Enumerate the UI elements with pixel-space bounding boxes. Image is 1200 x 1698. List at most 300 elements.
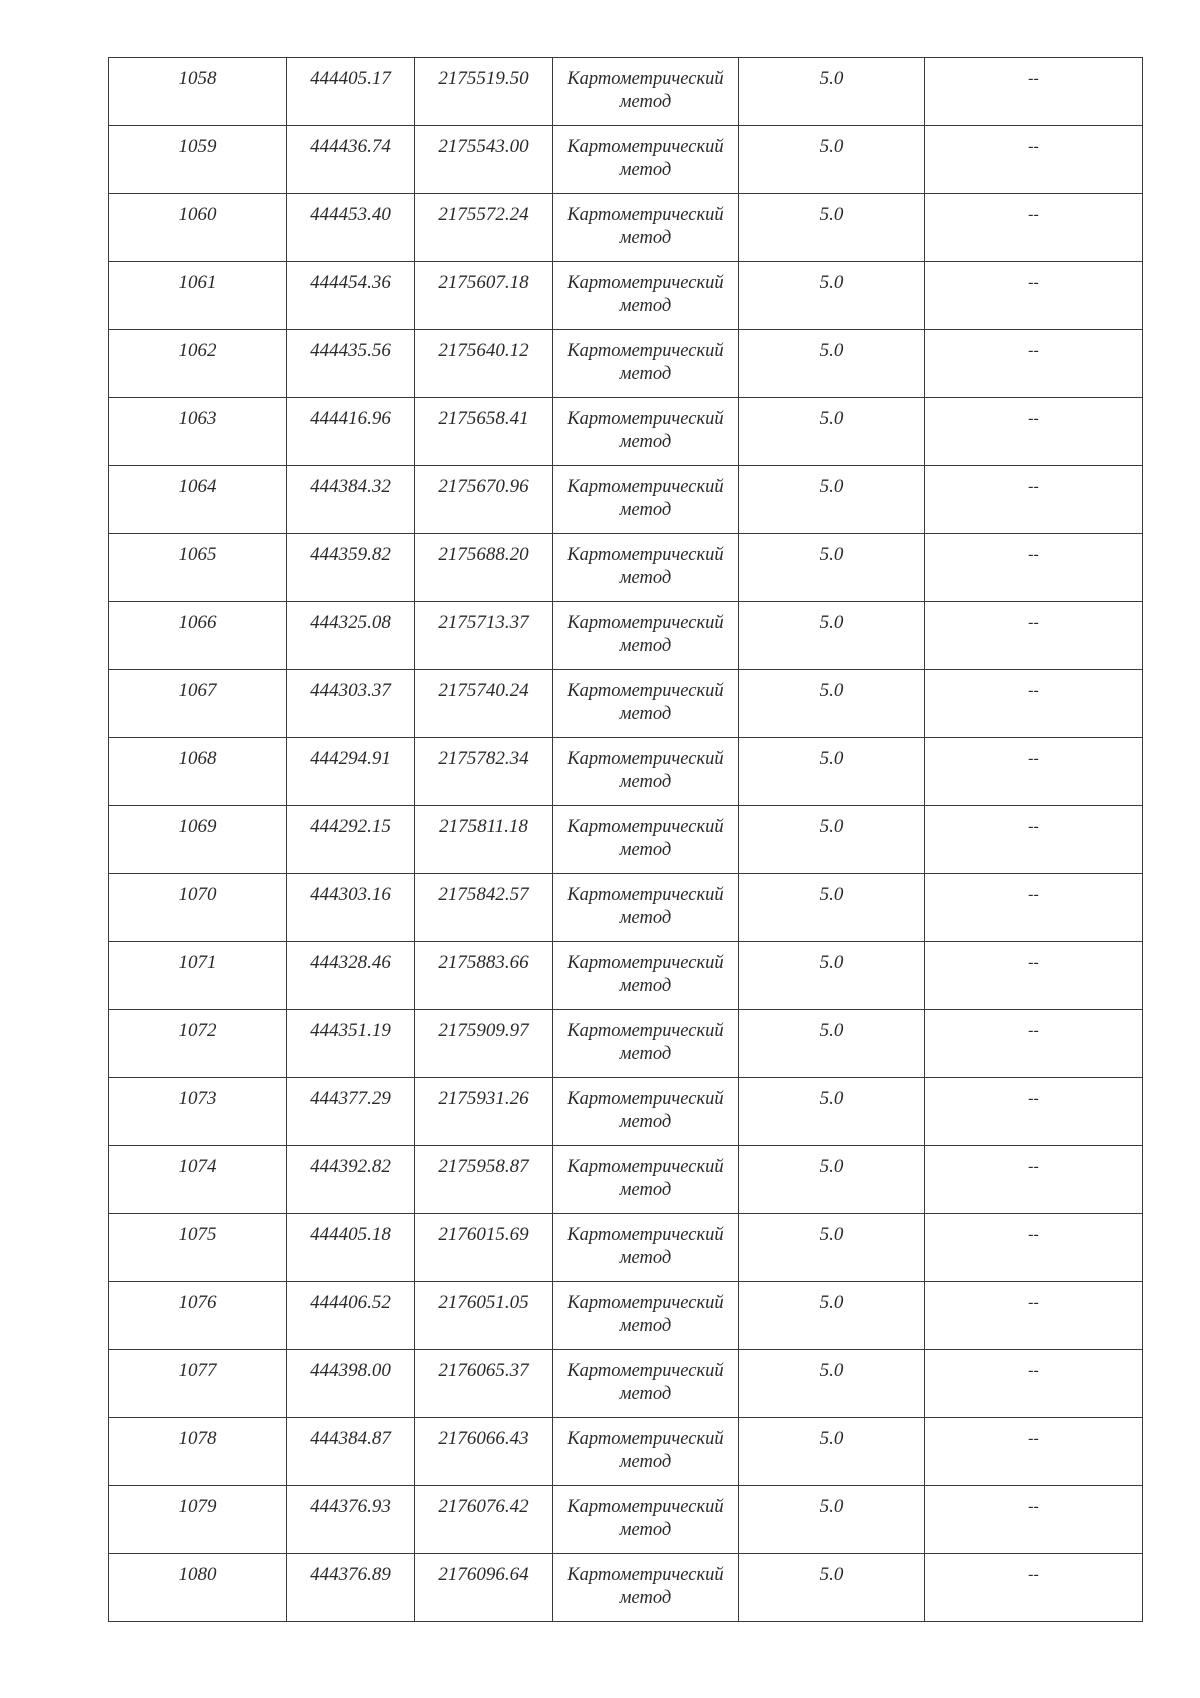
note-value: -- — [1028, 614, 1039, 631]
accuracy-cell — [739, 58, 925, 126]
point-number-cell — [109, 58, 287, 126]
accuracy-cell — [739, 1418, 925, 1486]
accuracy-cell — [739, 398, 925, 466]
accuracy-cell — [739, 466, 925, 534]
method-line-1: Картометрический — [567, 1429, 724, 1449]
note-value: -- — [1028, 138, 1039, 155]
note-value: -- — [1028, 750, 1039, 767]
y-coordinate: 2175958.87 — [438, 1156, 529, 1177]
y-coordinate-cell — [415, 262, 553, 330]
y-coordinate-cell — [415, 126, 553, 194]
note-cell — [925, 1282, 1143, 1350]
point-number-cell — [109, 670, 287, 738]
method-line-2: метод — [619, 908, 672, 928]
accuracy-value: 5.0 — [819, 68, 844, 89]
point-number: 1066 — [178, 612, 217, 633]
accuracy-cell — [739, 806, 925, 874]
note-cell — [925, 534, 1143, 602]
table-row — [109, 126, 1143, 194]
x-coordinate: 444416.96 — [310, 408, 391, 429]
x-coordinate-cell — [287, 1418, 415, 1486]
note-value: -- — [1028, 1294, 1039, 1311]
method-cell — [553, 398, 739, 466]
x-coordinate-cell — [287, 1010, 415, 1078]
method-line-1: Картометрический — [567, 953, 724, 973]
accuracy-cell — [739, 194, 925, 262]
accuracy-value: 5.0 — [819, 340, 844, 361]
method-line-2: метод — [619, 1452, 672, 1472]
note-cell — [925, 874, 1143, 942]
point-number-cell — [109, 1350, 287, 1418]
y-coordinate-cell — [415, 738, 553, 806]
note-value: -- — [1028, 954, 1039, 971]
x-coordinate: 444392.82 — [310, 1156, 391, 1177]
y-coordinate-cell — [415, 602, 553, 670]
point-number-cell — [109, 466, 287, 534]
y-coordinate: 2175658.41 — [438, 408, 529, 429]
method-line-1: Картометрический — [567, 1565, 724, 1585]
point-number: 1065 — [178, 544, 217, 565]
x-coordinate: 444384.32 — [310, 476, 391, 497]
method-line-2: метод — [619, 432, 672, 452]
method-cell — [553, 1010, 739, 1078]
method-cell — [553, 602, 739, 670]
method-line-1: Картометрический — [567, 1089, 724, 1109]
point-number: 1074 — [178, 1156, 217, 1177]
y-coordinate-cell — [415, 466, 553, 534]
x-coordinate-cell — [287, 1146, 415, 1214]
point-number-cell — [109, 1010, 287, 1078]
x-coordinate-cell — [287, 806, 415, 874]
x-coordinate: 444292.15 — [310, 816, 391, 837]
method-line-1: Картометрический — [567, 817, 724, 837]
accuracy-cell — [739, 126, 925, 194]
table-row — [109, 1078, 1143, 1146]
method-line-2: метод — [619, 1112, 672, 1132]
accuracy-value: 5.0 — [819, 408, 844, 429]
y-coordinate: 2175572.24 — [438, 204, 529, 225]
method-line-2: метод — [619, 1248, 672, 1268]
note-cell — [925, 1010, 1143, 1078]
x-coordinate: 444328.46 — [310, 952, 391, 973]
point-number: 1059 — [178, 136, 217, 157]
note-value: -- — [1028, 410, 1039, 427]
y-coordinate-cell — [415, 1214, 553, 1282]
table-row — [109, 1350, 1143, 1418]
method-line-2: метод — [619, 568, 672, 588]
y-coordinate: 2176065.37 — [438, 1360, 529, 1381]
note-cell — [925, 942, 1143, 1010]
x-coordinate-cell — [287, 398, 415, 466]
method-line-1: Картометрический — [567, 341, 724, 361]
point-number: 1076 — [178, 1292, 217, 1313]
note-cell — [925, 670, 1143, 738]
method-line-2: метод — [619, 840, 672, 860]
accuracy-value: 5.0 — [819, 1156, 844, 1177]
accuracy-value: 5.0 — [819, 1020, 844, 1041]
note-value: -- — [1028, 682, 1039, 699]
x-coordinate: 444398.00 — [310, 1360, 391, 1381]
accuracy-cell — [739, 1214, 925, 1282]
method-cell — [553, 738, 739, 806]
point-number: 1060 — [178, 204, 217, 225]
y-coordinate-cell — [415, 1486, 553, 1554]
accuracy-value: 5.0 — [819, 884, 844, 905]
point-number-cell — [109, 398, 287, 466]
note-cell — [925, 1418, 1143, 1486]
accuracy-value: 5.0 — [819, 544, 844, 565]
note-value: -- — [1028, 1566, 1039, 1583]
note-value: -- — [1028, 546, 1039, 563]
point-number-cell — [109, 1214, 287, 1282]
x-coordinate-cell — [287, 466, 415, 534]
x-coordinate: 444405.18 — [310, 1224, 391, 1245]
point-number-cell — [109, 602, 287, 670]
note-cell — [925, 806, 1143, 874]
accuracy-value: 5.0 — [819, 1292, 844, 1313]
method-cell — [553, 262, 739, 330]
accuracy-cell — [739, 534, 925, 602]
method-line-2: метод — [619, 1520, 672, 1540]
x-coordinate-cell — [287, 1214, 415, 1282]
method-cell — [553, 874, 739, 942]
x-coordinate-cell — [287, 738, 415, 806]
method-cell — [553, 1078, 739, 1146]
method-line-2: метод — [619, 1180, 672, 1200]
y-coordinate-cell — [415, 1282, 553, 1350]
method-cell — [553, 670, 739, 738]
method-cell — [553, 534, 739, 602]
method-cell — [553, 1214, 739, 1282]
method-line-1: Картометрический — [567, 69, 724, 89]
method-line-2: метод — [619, 500, 672, 520]
table-row — [109, 602, 1143, 670]
y-coordinate-cell — [415, 874, 553, 942]
x-coordinate: 444376.93 — [310, 1496, 391, 1517]
table-row — [109, 806, 1143, 874]
note-value: -- — [1028, 1090, 1039, 1107]
accuracy-cell — [739, 1078, 925, 1146]
x-coordinate: 444406.52 — [310, 1292, 391, 1313]
method-cell — [553, 1486, 739, 1554]
note-value: -- — [1028, 1158, 1039, 1175]
x-coordinate-cell — [287, 874, 415, 942]
note-value: -- — [1028, 818, 1039, 835]
accuracy-cell — [739, 1486, 925, 1554]
point-number: 1061 — [178, 272, 217, 293]
point-number-cell — [109, 942, 287, 1010]
point-number: 1068 — [178, 748, 217, 769]
method-cell — [553, 1418, 739, 1486]
method-line-1: Картометрический — [567, 1497, 724, 1517]
note-cell — [925, 738, 1143, 806]
y-coordinate-cell — [415, 194, 553, 262]
method-line-2: метод — [619, 296, 672, 316]
y-coordinate-cell — [415, 1350, 553, 1418]
y-coordinate: 2175670.96 — [438, 476, 529, 497]
table-row — [109, 466, 1143, 534]
method-cell — [553, 194, 739, 262]
method-line-2: метод — [619, 772, 672, 792]
x-coordinate: 444384.87 — [310, 1428, 391, 1449]
x-coordinate-cell — [287, 1554, 415, 1622]
y-coordinate-cell — [415, 534, 553, 602]
x-coordinate-cell — [287, 330, 415, 398]
method-line-2: метод — [619, 704, 672, 724]
note-cell — [925, 398, 1143, 466]
point-number: 1073 — [178, 1088, 217, 1109]
point-number-cell — [109, 534, 287, 602]
point-number-cell — [109, 194, 287, 262]
x-coordinate: 444453.40 — [310, 204, 391, 225]
point-number-cell — [109, 874, 287, 942]
method-line-1: Картометрический — [567, 1157, 724, 1177]
table-row — [109, 1010, 1143, 1078]
y-coordinate-cell — [415, 670, 553, 738]
y-coordinate: 2176076.42 — [438, 1496, 529, 1517]
y-coordinate: 2175909.97 — [438, 1020, 529, 1041]
y-coordinate: 2176096.64 — [438, 1564, 529, 1585]
x-coordinate: 444359.82 — [310, 544, 391, 565]
method-cell — [553, 1146, 739, 1214]
y-coordinate: 2175713.37 — [438, 612, 529, 633]
accuracy-cell — [739, 1146, 925, 1214]
x-coordinate-cell — [287, 194, 415, 262]
method-line-2: метод — [619, 976, 672, 996]
point-number: 1069 — [178, 816, 217, 837]
note-cell — [925, 1350, 1143, 1418]
table-row — [109, 1282, 1143, 1350]
accuracy-value: 5.0 — [819, 612, 844, 633]
x-coordinate-cell — [287, 262, 415, 330]
coordinates-table-body — [109, 58, 1143, 1622]
method-line-1: Картометрический — [567, 1021, 724, 1041]
y-coordinate: 2175842.57 — [438, 884, 529, 905]
point-number-cell — [109, 1486, 287, 1554]
note-cell — [925, 602, 1143, 670]
x-coordinate-cell — [287, 1350, 415, 1418]
point-number: 1058 — [178, 68, 217, 89]
y-coordinate: 2175519.50 — [438, 68, 529, 89]
accuracy-cell — [739, 1010, 925, 1078]
method-line-2: метод — [619, 228, 672, 248]
y-coordinate-cell — [415, 330, 553, 398]
x-coordinate: 444405.17 — [310, 68, 391, 89]
method-line-1: Картометрический — [567, 409, 724, 429]
method-line-1: Картометрический — [567, 205, 724, 225]
point-number: 1075 — [178, 1224, 217, 1245]
note-value: -- — [1028, 478, 1039, 495]
point-number: 1078 — [178, 1428, 217, 1449]
accuracy-cell — [739, 1554, 925, 1622]
y-coordinate: 2175607.18 — [438, 272, 529, 293]
note-value: -- — [1028, 1022, 1039, 1039]
method-cell — [553, 466, 739, 534]
x-coordinate: 444294.91 — [310, 748, 391, 769]
point-number: 1079 — [178, 1496, 217, 1517]
accuracy-value: 5.0 — [819, 1088, 844, 1109]
table-row — [109, 398, 1143, 466]
method-line-2: метод — [619, 1316, 672, 1336]
method-line-1: Картометрический — [567, 545, 724, 565]
table-row — [109, 330, 1143, 398]
note-value: -- — [1028, 1362, 1039, 1379]
table-row — [109, 262, 1143, 330]
point-number: 1067 — [178, 680, 217, 701]
x-coordinate-cell — [287, 126, 415, 194]
point-number: 1070 — [178, 884, 217, 905]
y-coordinate-cell — [415, 1078, 553, 1146]
accuracy-cell — [739, 262, 925, 330]
point-number: 1062 — [178, 340, 217, 361]
x-coordinate-cell — [287, 942, 415, 1010]
method-cell — [553, 806, 739, 874]
method-line-1: Картометрический — [567, 749, 724, 769]
y-coordinate-cell — [415, 398, 553, 466]
table-row — [109, 58, 1143, 126]
y-coordinate-cell — [415, 1010, 553, 1078]
note-value: -- — [1028, 342, 1039, 359]
accuracy-cell — [739, 942, 925, 1010]
accuracy-value: 5.0 — [819, 272, 844, 293]
method-line-1: Картометрический — [567, 1225, 724, 1245]
method-line-2: метод — [619, 636, 672, 656]
accuracy-value: 5.0 — [819, 748, 844, 769]
accuracy-value: 5.0 — [819, 476, 844, 497]
method-line-2: метод — [619, 1384, 672, 1404]
method-line-1: Картометрический — [567, 1293, 724, 1313]
table-row — [109, 874, 1143, 942]
note-value: -- — [1028, 1226, 1039, 1243]
note-value: -- — [1028, 886, 1039, 903]
accuracy-cell — [739, 670, 925, 738]
method-cell — [553, 1350, 739, 1418]
point-number: 1080 — [178, 1564, 217, 1585]
y-coordinate: 2175688.20 — [438, 544, 529, 565]
method-cell — [553, 58, 739, 126]
y-coordinate: 2175782.34 — [438, 748, 529, 769]
note-value: -- — [1028, 70, 1039, 87]
x-coordinate: 444303.16 — [310, 884, 391, 905]
accuracy-cell — [739, 602, 925, 670]
point-number-cell — [109, 330, 287, 398]
x-coordinate: 444454.36 — [310, 272, 391, 293]
x-coordinate-cell — [287, 1078, 415, 1146]
note-cell — [925, 1078, 1143, 1146]
accuracy-value: 5.0 — [819, 1224, 844, 1245]
point-number: 1064 — [178, 476, 217, 497]
point-number-cell — [109, 1418, 287, 1486]
accuracy-value: 5.0 — [819, 204, 844, 225]
table-row — [109, 738, 1143, 806]
note-value: -- — [1028, 206, 1039, 223]
table-row — [109, 1146, 1143, 1214]
x-coordinate: 444435.56 — [310, 340, 391, 361]
y-coordinate-cell — [415, 1146, 553, 1214]
note-cell — [925, 466, 1143, 534]
note-cell — [925, 1486, 1143, 1554]
point-number-cell — [109, 1146, 287, 1214]
x-coordinate: 444376.89 — [310, 1564, 391, 1585]
x-coordinate: 444325.08 — [310, 612, 391, 633]
note-cell — [925, 1146, 1143, 1214]
note-cell — [925, 1554, 1143, 1622]
method-cell — [553, 126, 739, 194]
x-coordinate-cell — [287, 534, 415, 602]
point-number: 1077 — [178, 1360, 217, 1381]
accuracy-value: 5.0 — [819, 1428, 844, 1449]
table-row — [109, 1486, 1143, 1554]
method-line-1: Картометрический — [567, 885, 724, 905]
point-number: 1072 — [178, 1020, 217, 1041]
x-coordinate-cell — [287, 58, 415, 126]
point-number-cell — [109, 1554, 287, 1622]
note-cell — [925, 58, 1143, 126]
table-row — [109, 670, 1143, 738]
method-cell — [553, 942, 739, 1010]
note-value: -- — [1028, 274, 1039, 291]
point-number-cell — [109, 806, 287, 874]
method-line-2: метод — [619, 92, 672, 112]
y-coordinate-cell — [415, 1418, 553, 1486]
accuracy-cell — [739, 874, 925, 942]
accuracy-value: 5.0 — [819, 1360, 844, 1381]
method-line-2: метод — [619, 160, 672, 180]
note-value: -- — [1028, 1430, 1039, 1447]
point-number-cell — [109, 738, 287, 806]
table-row — [109, 194, 1143, 262]
note-value: -- — [1028, 1498, 1039, 1515]
point-number-cell — [109, 126, 287, 194]
x-coordinate-cell — [287, 602, 415, 670]
y-coordinate: 2175740.24 — [438, 680, 529, 701]
accuracy-value: 5.0 — [819, 1496, 844, 1517]
accuracy-cell — [739, 330, 925, 398]
accuracy-cell — [739, 1350, 925, 1418]
note-cell — [925, 262, 1143, 330]
y-coordinate-cell — [415, 942, 553, 1010]
table-row — [109, 1554, 1143, 1622]
accuracy-value: 5.0 — [819, 816, 844, 837]
y-coordinate-cell — [415, 58, 553, 126]
y-coordinate-cell — [415, 1554, 553, 1622]
point-number-cell — [109, 262, 287, 330]
point-number: 1063 — [178, 408, 217, 429]
accuracy-value: 5.0 — [819, 136, 844, 157]
y-coordinate-cell — [415, 806, 553, 874]
y-coordinate: 2176051.05 — [438, 1292, 529, 1313]
method-line-1: Картометрический — [567, 681, 724, 701]
method-line-2: метод — [619, 1588, 672, 1608]
table-row — [109, 1214, 1143, 1282]
x-coordinate: 444436.74 — [310, 136, 391, 157]
y-coordinate: 2175883.66 — [438, 952, 529, 973]
table-row — [109, 534, 1143, 602]
coordinates-table — [108, 57, 1143, 1622]
y-coordinate: 2176066.43 — [438, 1428, 529, 1449]
y-coordinate: 2175811.18 — [439, 816, 528, 837]
accuracy-cell — [739, 738, 925, 806]
x-coordinate: 444351.19 — [310, 1020, 391, 1041]
x-coordinate: 444377.29 — [310, 1088, 391, 1109]
x-coordinate-cell — [287, 670, 415, 738]
y-coordinate: 2176015.69 — [438, 1224, 529, 1245]
note-cell — [925, 330, 1143, 398]
method-line-1: Картометрический — [567, 1361, 724, 1381]
accuracy-value: 5.0 — [819, 952, 844, 973]
table-row — [109, 1418, 1143, 1486]
method-line-1: Картометрический — [567, 273, 724, 293]
